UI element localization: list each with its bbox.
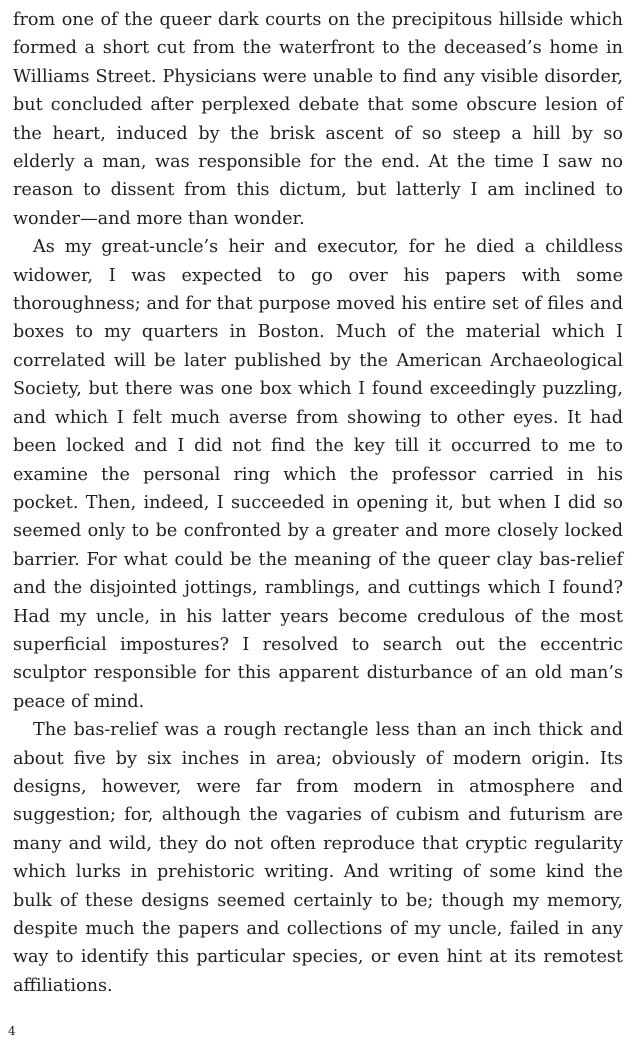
body-text bbox=[13, 6, 623, 1000]
paragraph-continuation: from one of the queer dark courts on the precipitous hillside which formed a short cut from the waterfront to the deceased’s home in Williams Street. Physicians were unable to find any visible disorder, but concluded after perplexed debate that some obscure lesion of the heart, induced by the brisk ascent of so steep a hill by so elderly a man, was responsible for the end. At the time I saw no reason to dissent from this dictum, but latterly I am inclined to wonder—and more than wonder. bbox=[13, 10, 623, 229]
paragraph-heir-executor: As my great-uncle’s heir and executor, for he died a childless widower, I was expected to go over his papers with some thoroughness; and for that purpose moved his entire set of files and boxes to my quarters in Boston. Much of the material which I correlated will be later published by the American Archaeological Society, but there was one box which I found exceedingly puzzling, and which I felt much averse from showing to other eyes. It had been locked and I did not find the key till it occurred to me to examine the personal ring which the professor carried in his pocket. Then, indeed, I succeeded in opening it, but when I did so seemed only to be confronted by a greater and more closely locked barrier. For what could be the meaning of the queer clay bas-relief and the disjointed jottings, ramblings, and cuttings which I found? Had my uncle, in his latter years become credulous of the most superficial impostures? I resolved to search out the eccentric sculptor responsible for this apparent disturbance of an old man’s peace of mind. bbox=[13, 237, 623, 712]
page-number: 4 bbox=[8, 1024, 16, 1038]
paragraph-bas-relief: The bas-relief was a rough rectangle less than an inch thick and about five by six inches in area; obviously of modern origin. Its designs, however, were far from modern in atmosphere and suggestion; for, although the vagaries of cubism and futurism are many and wild, they do not often reproduce that cryptic regularity which lurks in prehistoric writing. And writing of some kind the bulk of these designs seemed certainly to be; though my memory, despite much the papers and collections of my uncle, failed in any way to identify this particular species, or even hint at its remotest affiliations. bbox=[13, 720, 623, 996]
